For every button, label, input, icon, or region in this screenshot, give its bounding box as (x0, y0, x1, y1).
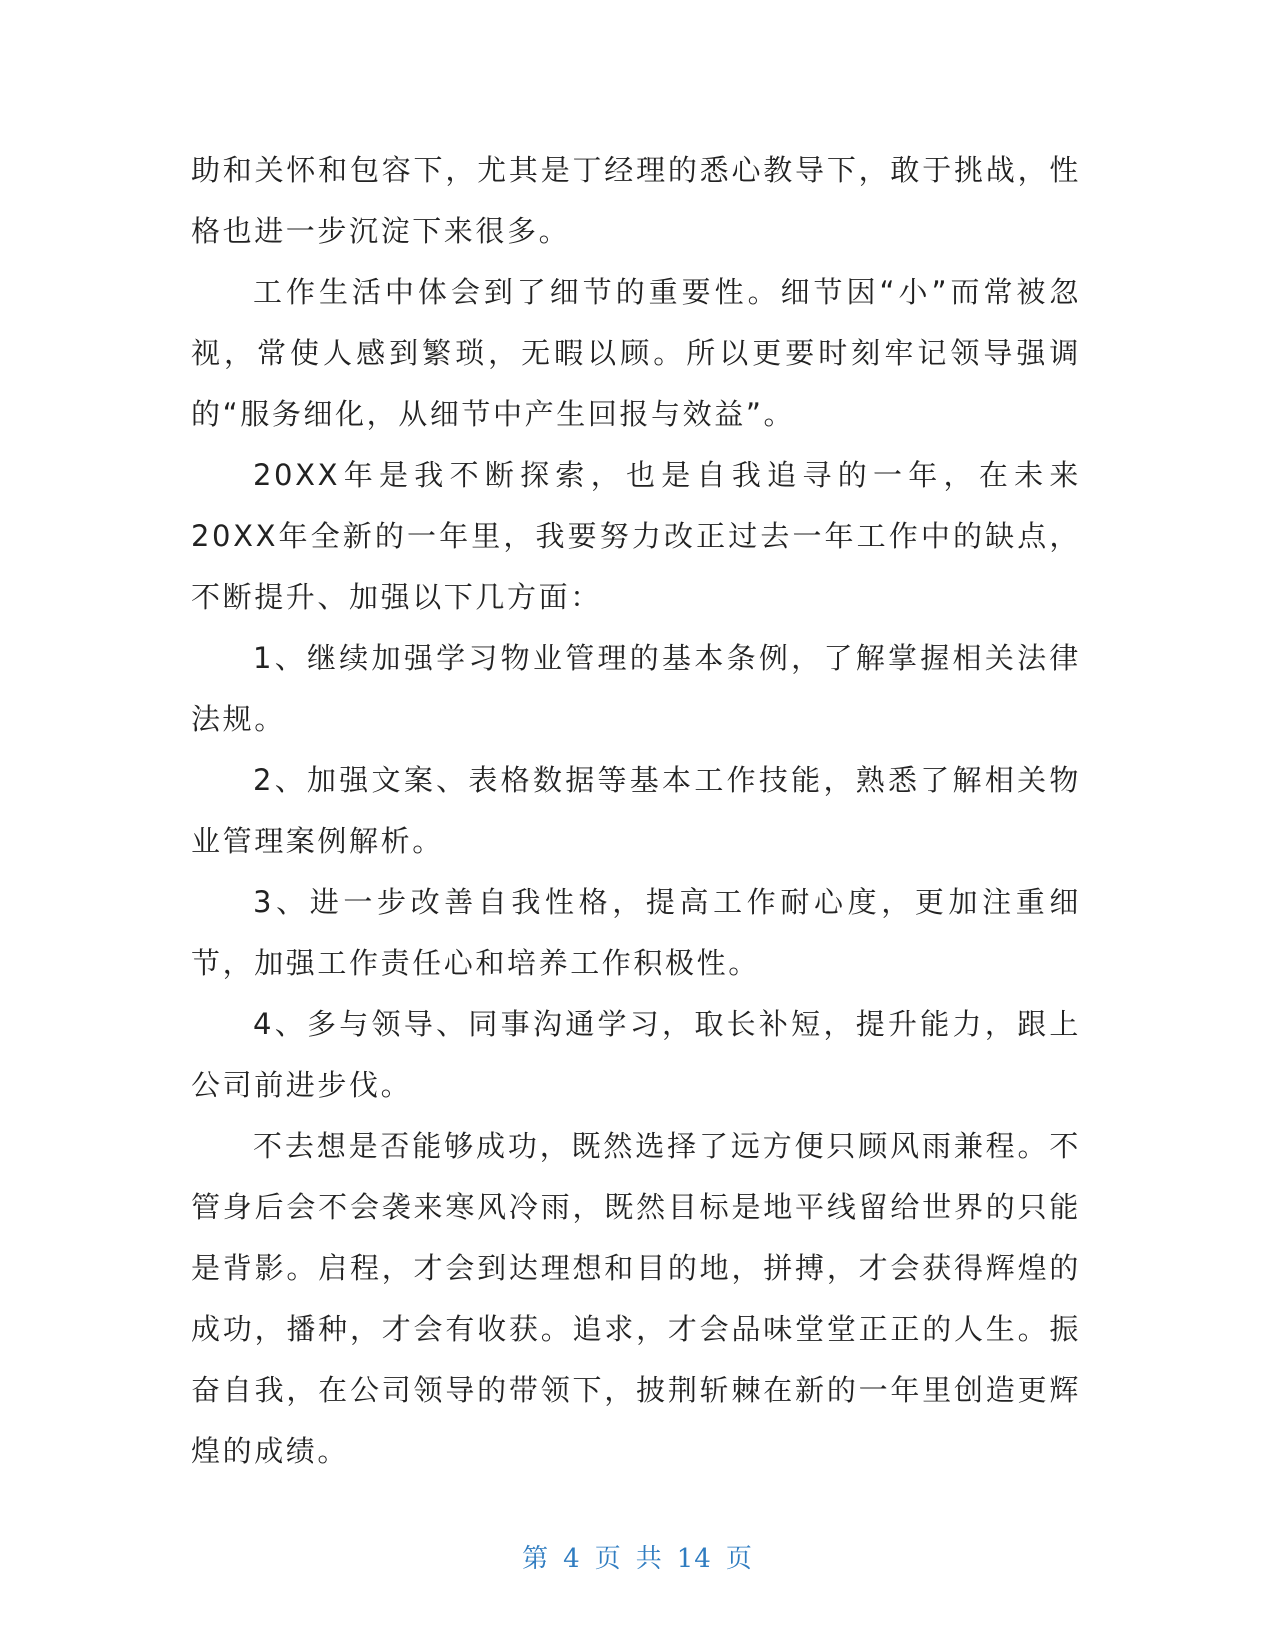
paragraph-year-plan: 20XX年是我不断探索，也是自我追寻的一年，在未来20XX年全新的一年里，我要努力改正过去一年工作中的缺点，不断提升、加强以下几方面： (191, 458, 1081, 614)
footer-prefix: 第 (522, 1544, 550, 1574)
footer-total-label: 共 (635, 1544, 663, 1574)
footer-total-pages: 14 (676, 1544, 712, 1574)
paragraph-details: 工作生活中体会到了细节的重要性。细节因“小”而常被忽视，常使人感到繁琐，无暇以顾。所以更要时刻牢记领导强调的“服务细化，从细节中产生回报与效益”。 (191, 275, 1081, 431)
list-item-4: 4、多与领导、同事沟通学习，取长补短，提升能力，跟上公司前进步伐。 (191, 1007, 1081, 1102)
list-item-3: 3、进一步改善自我性格，提高工作耐心度，更加注重细节，加强工作责任心和培养工作积极性。 (191, 885, 1081, 980)
page-footer (0, 1538, 1275, 1575)
paragraph-closing: 不去想是否能够成功，既然选择了远方便只顾风雨兼程。不管身后会不会袭来寒风冷雨，既然目标是地平线留给世界的只能是背影。启程，才会到达理想和目的地，拼搏，才会获得辉煌的成功，播种，才会有收获。追求，才会品味堂堂正正的人生。振奋自我，在公司领导的带领下，披荆斩棘在新的一年里创造更辉煌的成绩。 (191, 1129, 1081, 1468)
list-item-2: 2、加强文案、表格数据等基本工作技能，熟悉了解相关物业管理案例解析。 (191, 763, 1081, 858)
footer-page-unit: 页 (594, 1544, 622, 1574)
footer-total-unit: 页 (725, 1544, 753, 1574)
paragraph-continuation: 助和关怀和包容下，尤其是丁经理的悉心教导下，敢于挑战，性格也进一步沉淀下来很多。 (191, 153, 1081, 248)
footer-current-page: 4 (563, 1544, 581, 1574)
list-item-1: 1、继续加强学习物业管理的基本条例，了解掌握相关法律法规。 (191, 641, 1081, 736)
document-body (191, 140, 1081, 1482)
